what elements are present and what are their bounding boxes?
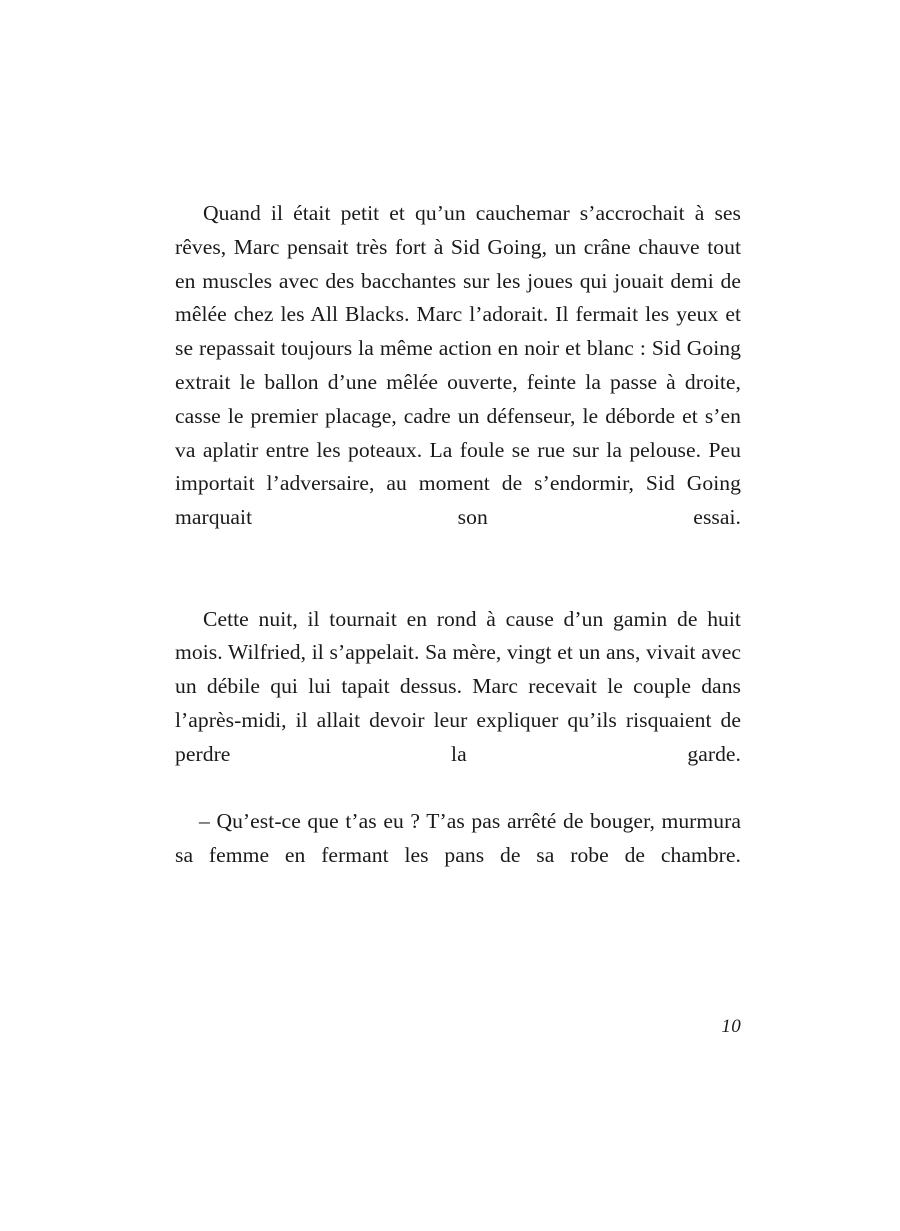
body-paragraph: Cette nuit, il tournait en rond à cause d’un gamin de huit mois. Wilfried, il s’appelait. Sa mère, vingt et un ans, vivait avec un débile qui lui tapait dessus. Marc recevait le couple dans l’après-midi, il allait devoir leur expliquer qu’ils risquaient de perdre la garde. bbox=[175, 606, 741, 766]
page-number: 10 bbox=[721, 1016, 741, 1037]
dialogue-paragraph: – Qu’est-ce que t’as eu ? T’as pas arrêté de bouger, murmura sa femme en fermant les pans de sa robe de chambre. bbox=[175, 809, 741, 868]
page-text-block bbox=[175, 197, 741, 907]
body-paragraph: Quand il était petit et qu’un cauchemar s’accrochait à ses rêves, Marc pensait très fort à Sid Going, un crâne chauve tout en muscles avec des bacchantes sur les joues qui jouait demi de mêlée chez les All Blacks. Marc l’adorait. Il fermait les yeux et se repassait toujours la même action en noir et blanc : Sid Going extrait le ballon d’une mêlée ouverte, feinte la passe à droite, casse le premier placage, cadre un défenseur, le déborde et s’en va aplatir entre les poteaux. La foule se rue sur la pelouse. Peu importait l’adversaire, au moment de s’endormir, Sid Going marquait son essai. bbox=[175, 201, 741, 530]
